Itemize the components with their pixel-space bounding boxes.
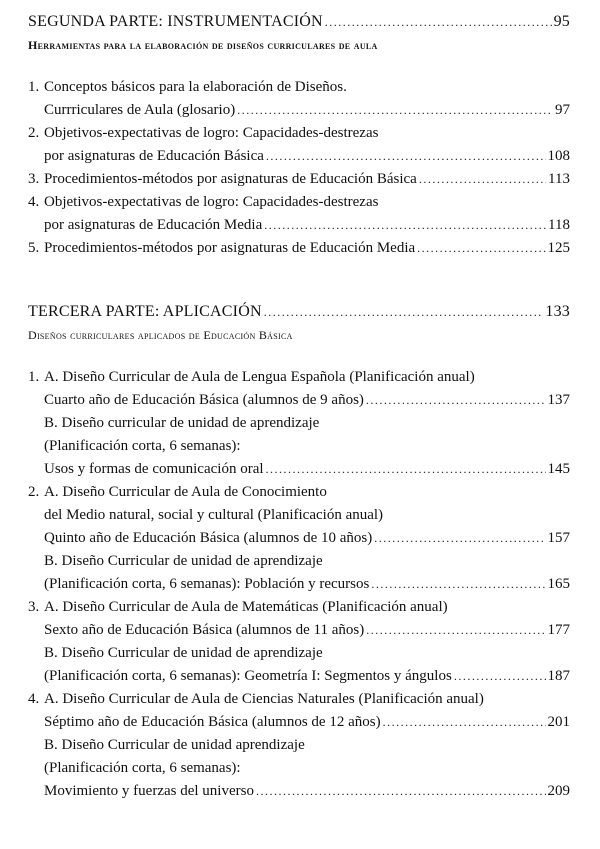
toc-line [28, 237, 570, 260]
toc-line [28, 99, 570, 122]
leader-dots [454, 665, 546, 688]
toc-line [28, 688, 570, 711]
page-number: 118 [548, 217, 570, 233]
page-number: 108 [547, 148, 570, 164]
leader-dots [371, 573, 545, 596]
toc-line [28, 191, 570, 214]
toc-line [28, 711, 570, 734]
entry-number: 3. [28, 599, 40, 615]
entry-number: 2. [28, 125, 40, 141]
entry-text: A. Diseño Curricular de Aula de Matemáticas (Planificación anual) [44, 599, 448, 615]
entry-text: (Planificación corta, 6 semanas): [44, 760, 241, 776]
entry-text: A. Diseño Curricular de Aula de Conocimiento [44, 484, 327, 500]
toc-line [28, 122, 570, 145]
entry-text: Sexto año de Educación Básica (alumnos de 11 años) [44, 622, 365, 638]
section-gap [28, 260, 570, 300]
entry-number: 1. [28, 369, 40, 385]
leader-dots [419, 168, 546, 191]
entry-number: 4. [28, 691, 40, 707]
entry-text: (Planificación corta, 6 semanas): [44, 438, 241, 454]
page-number: 187 [547, 668, 570, 684]
page-number: 201 [547, 714, 570, 730]
entry-text: Movimiento y fuerzas del universo [44, 783, 254, 799]
entry-text: por asignaturas de Educación Básica [44, 148, 264, 164]
entry-text: Procedimientos-métodos por asignaturas de Educación Media [44, 240, 416, 256]
toc-line [28, 458, 570, 481]
entry-text: B. Diseño Curricular de unidad de aprendizaje [44, 645, 323, 661]
entry-text: por asignaturas de Educación Media [44, 217, 263, 233]
entry-text: Objetivos-expectativas de logro: Capacidades-destrezas [44, 194, 379, 210]
part-2-heading [28, 10, 570, 34]
page-number: 113 [548, 171, 570, 187]
entry-text: Séptimo año de Educación Básica (alumnos de 12 años) [44, 714, 381, 730]
entry-text: Cuarto año de Educación Básica (alumnos de 9 años) [44, 392, 364, 408]
part-subtitle: Herramientas para la elaboración de diseños curriculares de aula [28, 38, 378, 52]
page-number: 137 [547, 392, 570, 408]
page-number: 145 [547, 461, 570, 477]
part-title: TERCERA PARTE: APLICACIÓN [28, 303, 262, 320]
entry-text: B. Diseño Curricular de unidad aprendizaje [44, 737, 305, 753]
leader-dots [266, 458, 546, 481]
leader-dots [374, 527, 545, 550]
toc-list [28, 76, 570, 260]
toc-line [28, 366, 570, 389]
entry-number: 2. [28, 484, 40, 500]
page-number: 209 [547, 783, 570, 799]
toc-line [28, 214, 570, 237]
entry-number: 1. [28, 79, 40, 95]
leader-dots [383, 711, 546, 734]
entry-number: 4. [28, 194, 40, 210]
toc-line [28, 412, 570, 435]
toc-line [28, 504, 570, 527]
page-number: 133 [545, 303, 570, 320]
entry-text: Currriculares de Aula (glosario) [44, 102, 236, 118]
toc-line [28, 757, 570, 780]
leader-dots [366, 389, 546, 412]
toc-line [28, 550, 570, 573]
toc-line [28, 389, 570, 412]
toc-line [28, 642, 570, 665]
entry-text: del Medio natural, social y cultural (Planificación anual) [44, 507, 384, 523]
entry-text: Conceptos básicos para la elaboración de Diseños. [44, 79, 347, 95]
toc-line [28, 596, 570, 619]
toc-line [28, 481, 570, 504]
entry-text: Quinto año de Educación Básica (alumnos de 10 años) [44, 530, 373, 546]
entry-text: Usos y formas de comunicación oral [44, 461, 264, 477]
entry-text: B. Diseño curricular de unidad de aprendizaje [44, 415, 320, 431]
toc-line [28, 76, 570, 99]
entry-text: A. Diseño Curricular de Aula de Lengua Española (Planificación anual) [44, 369, 475, 385]
leader-dots [256, 780, 546, 803]
entry-text: (Planificación corta, 6 semanas): Población y recursos [44, 576, 370, 592]
page-number: 165 [547, 576, 570, 592]
entry-text: B. Diseño Curricular de unidad de aprendizaje [44, 553, 323, 569]
toc-line [28, 435, 570, 458]
page-number: 95 [553, 13, 570, 30]
toc-line [28, 619, 570, 642]
leader-dots [237, 99, 553, 122]
page-number: 177 [547, 622, 570, 638]
toc-line [28, 734, 570, 757]
page-number: 125 [547, 240, 570, 256]
toc-line [28, 665, 570, 688]
leader-dots [264, 301, 544, 324]
toc-line [28, 168, 570, 191]
part-3-heading [28, 300, 570, 324]
leader-dots [417, 237, 545, 260]
entry-number: 5. [28, 240, 40, 256]
part-title: SEGUNDA PARTE: INSTRUMENTACIÓN [28, 13, 323, 30]
page-number: 157 [547, 530, 570, 546]
leader-dots [266, 145, 546, 168]
entry-text: Objetivos-expectativas de logro: Capacidades-destrezas [44, 125, 379, 141]
leader-dots [264, 214, 546, 237]
leader-dots [325, 11, 552, 34]
toc-line [28, 527, 570, 550]
entry-text: (Planificación corta, 6 semanas): Geometría I: Segmentos y ángulos [44, 668, 452, 684]
toc-line [28, 573, 570, 596]
toc-line [28, 145, 570, 168]
toc-line [28, 780, 570, 803]
leader-dots [366, 619, 545, 642]
toc-list [28, 366, 570, 803]
entry-text: Procedimientos-métodos por asignaturas de Educación Básica [44, 171, 417, 187]
entry-number: 3. [28, 171, 40, 187]
page-number: 97 [555, 102, 570, 118]
entry-text: A. Diseño Curricular de Aula de Ciencias Naturales (Planificación anual) [44, 691, 484, 707]
part-subtitle: Diseños curriculares aplicados de Educación Básica [28, 328, 293, 342]
